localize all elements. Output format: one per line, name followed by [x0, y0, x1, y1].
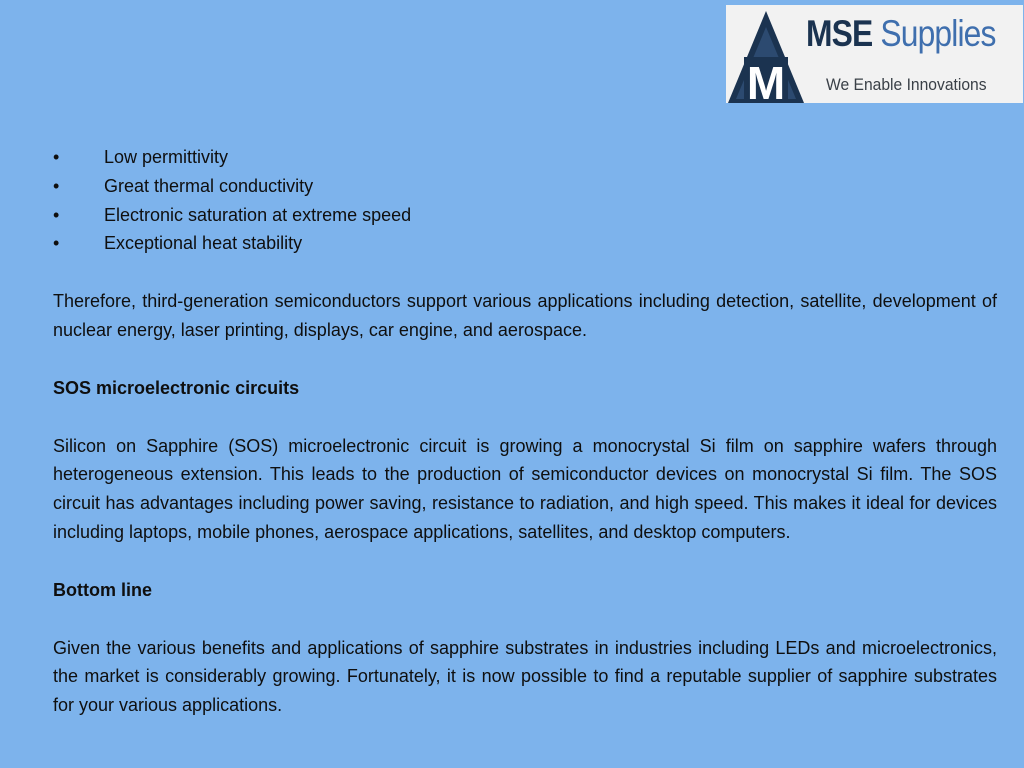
intro-paragraph: Therefore, third-generation semiconductors support various applications including detection, satellite, development of nuclear energy, laser printing, displays, car engine, and aerospace.: [53, 291, 997, 340]
list-item: [53, 143, 997, 172]
logo-triangle-icon: [726, 5, 806, 103]
list-item-text: Low permittivity: [104, 147, 229, 167]
bottom-line-paragraph: Given the various benefits and applications of sapphire substrates in industries including LEDs and microelectronics, the market is considerably growing. Fortunately, it is now possible to find a reputable supplier of sapphire substrates for your various applications.: [53, 637, 997, 716]
bullet-marker: •: [53, 175, 60, 196]
bullet-marker: •: [53, 233, 60, 254]
logo-name-main: MSE: [806, 13, 873, 54]
sos-paragraph: Silicon on Sapphire (SOS) microelectronic circuit is growing a monocrystal Si film on sapphire wafers through heterogeneous extension. This leads to the production of semiconductor devices on monocrystal Si film. The SOS circuit has advantages including power saving, resistance to radiation, and high speed. This makes it ideal for devices including laptops, mobile phones, aerospace applications, satellites, and desktop computers.: [53, 435, 997, 542]
logo-name-accent: Supplies: [880, 13, 996, 54]
spacer: [53, 605, 997, 634]
mse-supplies-logo: [726, 5, 1023, 103]
spacer: [53, 547, 997, 576]
document-body: [53, 143, 997, 720]
bullet-marker: •: [53, 204, 60, 225]
list-item-text: Great thermal conductivity: [104, 175, 314, 196]
logo-mark-letter: M: [746, 57, 786, 103]
list-item-text: Electronic saturation at extreme speed: [104, 204, 412, 225]
list-item: [53, 172, 997, 201]
logo-tagline: We Enable Innovations: [826, 75, 987, 94]
bottom-line-heading: Bottom line: [53, 579, 152, 600]
feature-list: [53, 143, 997, 258]
spacer: [53, 258, 997, 287]
bullet-marker: •: [53, 147, 60, 167]
list-item: [53, 229, 997, 258]
spacer: [53, 345, 997, 374]
sos-heading: SOS microelectronic circuits: [53, 377, 300, 398]
list-item: [53, 201, 997, 230]
spacer: [53, 403, 997, 432]
logo-name: [806, 13, 996, 55]
list-item-text: Exceptional heat stability: [104, 233, 303, 254]
